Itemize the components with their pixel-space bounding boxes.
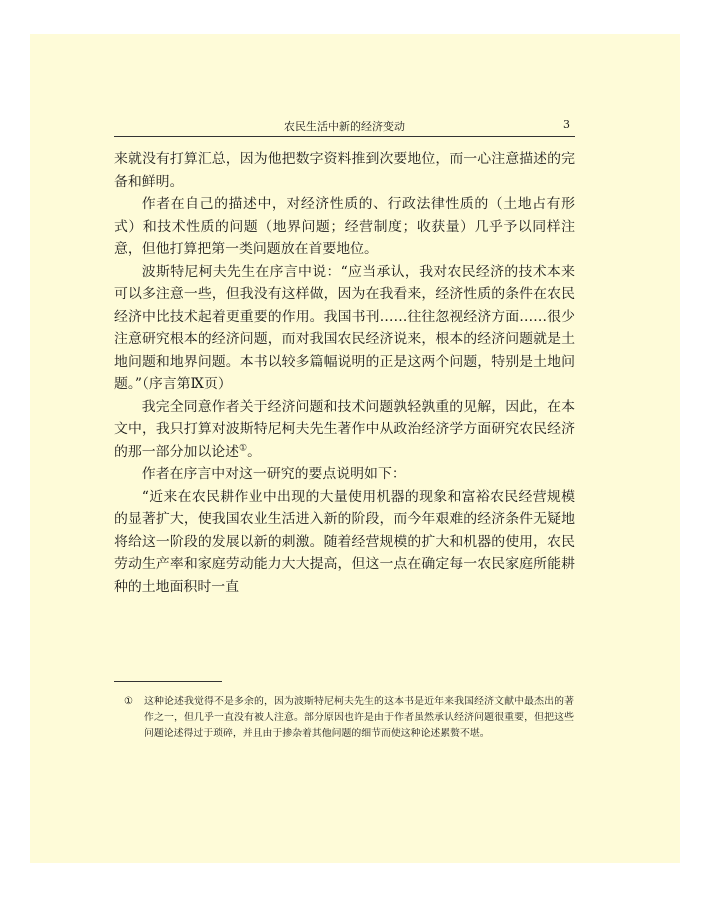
footnote-reference[interactable]: ① [239,442,248,453]
running-header [114,116,575,137]
footnote-text: 这种论述我觉得不是多余的，因为波斯特尼柯夫先生的这本书是近年来我国经济文献中最杰出的著作之一，但几乎一直没有被人注意。部分原因也许是由于作者虽然承认经济问题很重要，但把这些问题论述得过于琐碎，并且由于掺杂着其他问题的细节而使这种论述累赘不堪。 [144,696,574,739]
footnote-mark: ① [124,696,133,707]
paragraph-end: 。 [247,443,262,460]
body-text [114,148,575,598]
page-number: 3 [563,118,570,131]
paragraph: “近来在农民耕作业中出现的大量使用机器的现象和富裕农民经营规模的显著扩大，使我国农业生活进入新的阶段，而今年艰难的经济条件无疑地将给这一阶段的发展以新的刺激。随着经营规模的扩大和机器的使用，农民劳动生产率和家庭劳动能力大大提高，但这一点在确定每一农民家庭所能耕种的土地面积时一直 [114,488,575,595]
paragraph: 作者在自己的描述中，对经济性质的、行政法律性质的（土地占有形式）和技术性质的问题（地界问题；经营制度；收获量）几乎予以同样注意，但他打算把第一类问题放在首要地位。 [114,196,575,257]
paragraph: 波斯特尼柯夫先生在序言中说：“应当承认，我对农民经济的技术本来可以多注意一些，但我没有这样做，因为在我看来，经济性质的条件在农民经济中比技术起着更重要的作用。我国书刊……往往忽视经济方面……很少注意研究根本的经济问题，而对我国农民经济说来，根本的经济问题就是土地问题和地界问题。本书以较多篇幅说明的正是这两个问题，特别是土地问题。”（序言第Ⅸ页） [114,263,575,392]
paragraph [114,396,575,464]
paragraph-text: 我完全同意作者关于经济问题和技术问题孰轻孰重的见解，因此，在本文中，我只打算对波斯特尼柯夫先生著作中从政治经济学方面研究农民经济的那一部分加以论述 [114,398,575,460]
paragraph: 作者在序言中对这一研究的要点说明如下： [141,466,406,482]
footnote [124,694,574,742]
footnote-divider [114,681,222,682]
paragraph: 来就没有打算汇总，因为他把数字资料推到次要地位，而一心注意描述的完备和鲜明。 [114,151,575,190]
running-title: 农民生活中新的经济变动 [284,120,405,133]
